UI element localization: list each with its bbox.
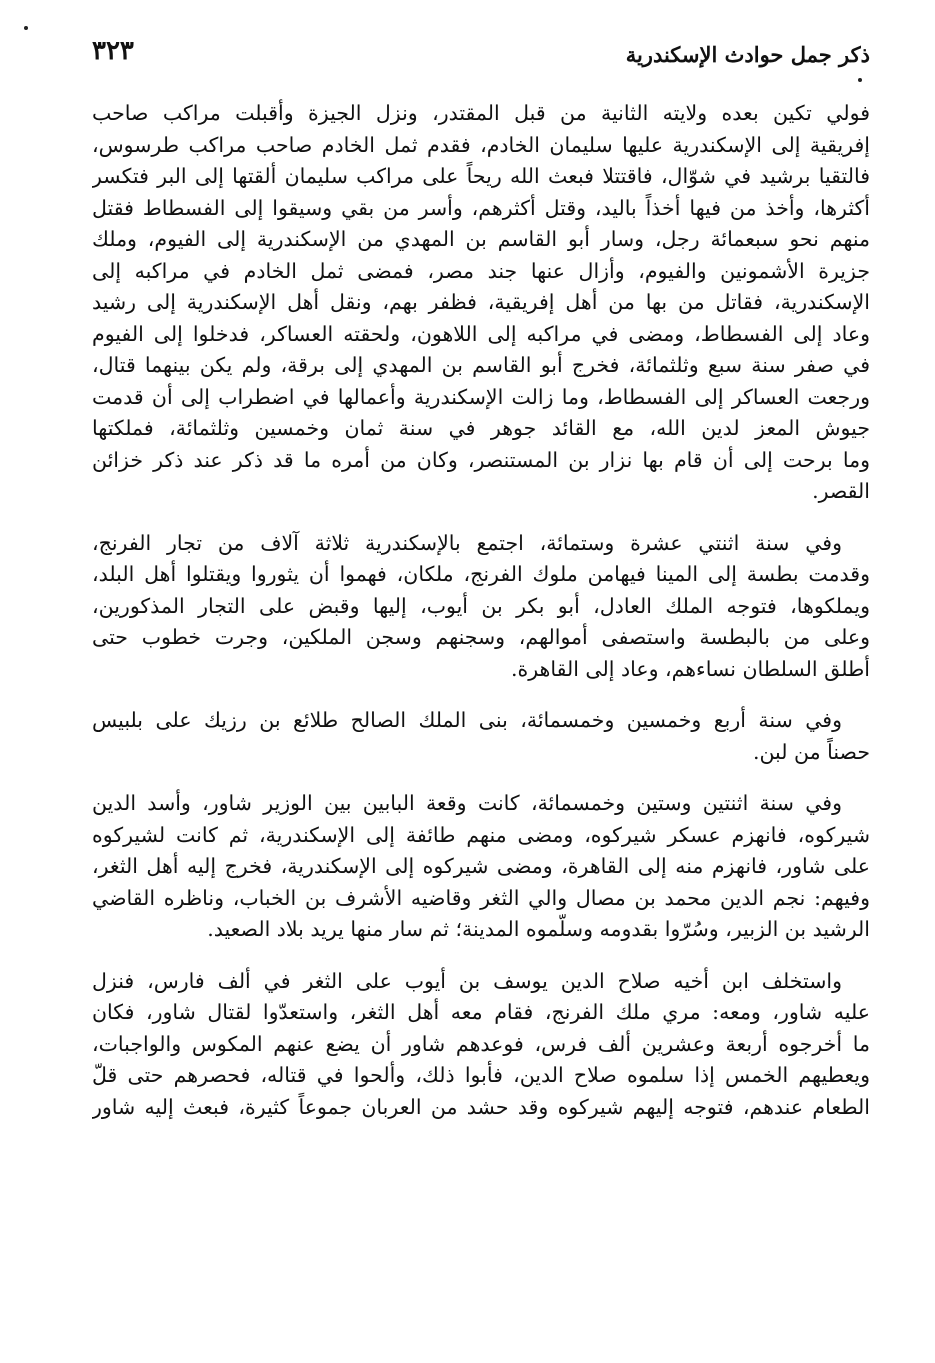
paragraph bbox=[92, 705, 870, 768]
text-line: ويملكوها، فتوجه الملك العادل، أبو بكر بن أيوب، إليها وقبض على التجار المذكورين، bbox=[92, 593, 870, 618]
text-line: القصر. bbox=[812, 479, 870, 503]
text-line: وفي سنة اثنتين وستين وخمسمائة، كانت وقعة البابين بين الوزير شاور، وأسد الدين bbox=[92, 791, 842, 815]
text-line: أطلق السلطان نساءهم، وعاد إلى القاهرة. bbox=[510, 656, 870, 681]
text-line: منهم نحو سبعمائة رجل، وسار أبو القاسم بن المهدي من الإسكندرية إلى الفيوم، وملك bbox=[92, 227, 870, 251]
text-line: جزيرة الأشمونين والفيوم، وأزال عنها جند مصر، فمضى ثمل الخادم في مراكبه إلى bbox=[92, 258, 870, 283]
text-line: فولي تكين بعده ولايته الثانية من قبل المقتدر، ونزل الجيزة وأقبلت مراكب صاحب bbox=[92, 101, 870, 125]
running-title: ذكر جمل حوادث الإسكندرية bbox=[625, 42, 870, 67]
paragraph bbox=[92, 788, 870, 946]
text-line: وعاد إلى الفسطاط، ومضى في مراكبه إلى اللاهون، ولحقته العساكر، فدخلوا إلى الفيوم bbox=[92, 321, 870, 346]
page-number: ٣٢٣ bbox=[92, 36, 134, 66]
text-line: الإسكندرية، فقاتل من بها من أهل إفريقية، فظفر بهم، ونقل أهل الإسكندرية إلى رشيد bbox=[92, 290, 870, 314]
text-line: فالتقيا برشيد في شوّال، فاقتتلا فبعث الله ريحاً على مراكب سليمان ألقتها إلى البر فتكسر bbox=[92, 164, 870, 188]
text-line: واستخلف ابن أخيه صلاح الدين يوسف بن أيوب على الثغر في ألف فارس، فنزل bbox=[92, 968, 842, 993]
text-line: جيوش المعز لدين الله، مع القائد جوهر في سنة ثمان وخمسين وثلثمائة، فملكتها bbox=[92, 416, 870, 440]
text-line: وفيهم: نجم الدين محمد بن مصال والي الثغر وقاضيه الأشرف بن الخباب، وناظره القاضي bbox=[92, 885, 870, 910]
text-line: على شاور، فانهزم منه إلى القاهرة، ومضى شيركوه إلى الإسكندرية، فخرج إليه أهل الثغر، bbox=[92, 854, 870, 878]
text-line: شيركوه، فانهزم عسكر شيركوه، ومضى منهم طائفة إلى الإسكندرية، ثم كانت لشيركوه bbox=[92, 822, 870, 847]
paragraph bbox=[92, 528, 870, 686]
scan-speck bbox=[24, 26, 28, 30]
text-line: وما برحت إلى أن قام بها نزار بن المستنصر، وكان من أمره ما قد ذكر عند ذكر خزائن bbox=[92, 447, 870, 472]
paragraph bbox=[92, 98, 870, 508]
text-line: الطعام عندهم، فتوجه إليهم شيركوه وقد حشد من العربان جموعاً كثيرة، فبعث إليه شاور bbox=[92, 1094, 870, 1119]
text-line: ورجعت العساكر إلى الفسطاط، وما زالت الإسكندرية وأعمالها في اضطراب إلى أن قدمت bbox=[92, 384, 870, 409]
text-line: عليه شاور، ومعه: مري ملك الفرنج، فقام معه أهل الثغر، واستعدّوا لقتال شاور، فكان bbox=[92, 1000, 870, 1024]
text-line: أكثرها، وأخذ من فيها أخذاً باليد، وقتل أكثرهم، وأسر من بقي وسيقوا إلى الفسطاط فقتل bbox=[92, 195, 870, 220]
paragraph bbox=[92, 966, 870, 1124]
header-dot bbox=[858, 78, 862, 82]
text-line: ما أخرجوه أربعة وعشرين ألف فرس، فوعدهم شاور أن يضع عنهم المكوس والواجبات، bbox=[92, 1031, 870, 1056]
text-line: ويعطيهم الخمس إذا سلموه صلاح الدين، فأبوا ذلك، وألحوا في قتاله، فحصرهم حتى قلّ bbox=[92, 1063, 870, 1087]
text-line: وعلى من بالبطسة واستصفى أموالهم، وسجنهم وسجن الملكين، وجرت خطوب حتى bbox=[92, 625, 870, 649]
text-line: وقدمت بطسة إلى المينا فيهامن ملوك الفرنج، ملكان، فهموا أن يثوروا ويقتلوا أهل البلد، bbox=[92, 562, 870, 586]
text-line: إفريقية إلى الإسكندرية عليها سليمان الخادم، فقدم ثمل الخادم صاحب مراكب طرسوس، bbox=[92, 132, 870, 157]
text-line: في صفر سنة سبع وثلثمائة، فخرج أبو القاسم بن المهدي إلى برقة، ولم يكن بينهما قتال، bbox=[92, 353, 870, 377]
body-text bbox=[92, 98, 870, 1143]
text-line: حصناً من لبن. bbox=[752, 739, 870, 764]
text-line: وفي سنة أربع وخمسين وخمسمائة، بنى الملك الصالح طلائع بن رزيك على بلبيس bbox=[92, 708, 842, 732]
page-header bbox=[92, 32, 870, 78]
text-line: وفي سنة اثنتي عشرة وستمائة، اجتمع بالإسكندرية ثلاثة آلاف من تجار الفرنج، bbox=[92, 530, 842, 555]
text-line: الرشيد بن الزبير، وسُرّوا بقدومه وسلّموه المدينة؛ ثم سار منها يريد بلاد الصعيد. bbox=[207, 917, 870, 941]
